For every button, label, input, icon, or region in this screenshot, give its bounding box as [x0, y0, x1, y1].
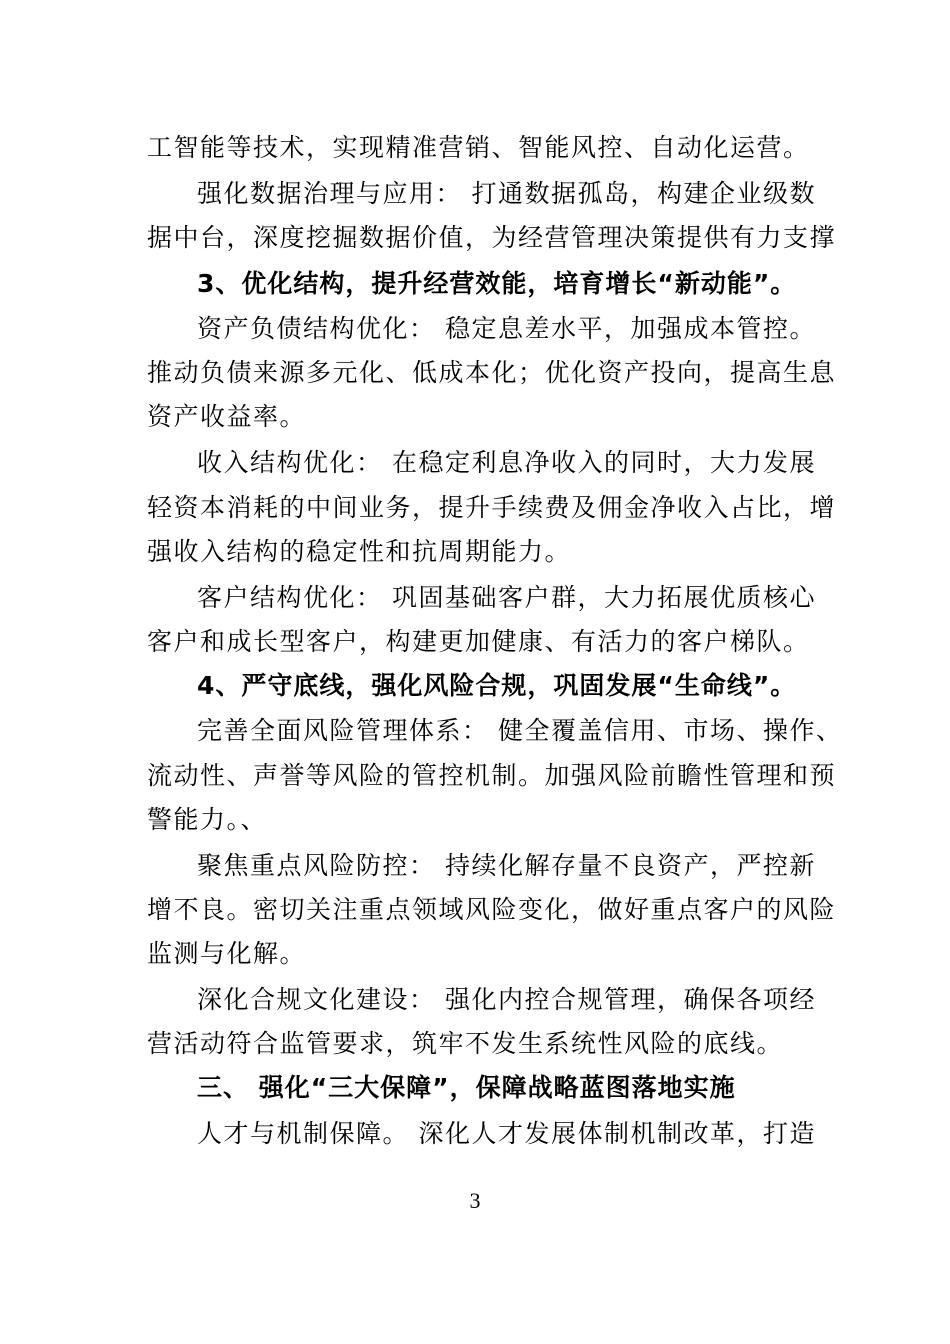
paragraph-line: 完善全面风险管理体系： 健全覆盖信用、市场、操作、 [197, 716, 843, 745]
paragraph-line: 强收入结构的稳定性和抗周期能力。 [147, 537, 572, 566]
paragraph-line: 客户结构优化： 巩固基础客户群，大力拓展优质核心 [197, 583, 816, 612]
section-heading: 三、 强化“三大保障”，保障战略蓝图落地实施 [197, 1073, 736, 1102]
paragraph-line: 强化数据治理与应用： 打通数据孤岛，构建企业级数 [197, 179, 816, 208]
paragraph-line: 据中台，深度挖掘数据价值，为经营管理决策提供有力支撑 [147, 223, 837, 252]
page-number: 3 [469, 1188, 481, 1213]
paragraph-line: 深化合规文化建设： 强化内控合规管理，确保各项经 [197, 985, 816, 1014]
paragraph-line: 营活动符合监管要求，筑牢不发生系统性风险的底线。 [147, 1029, 784, 1058]
paragraph-line: 聚焦重点风险防控： 持续化解存量不良资产，严控新 [197, 851, 816, 880]
paragraph-line: 资产收益率。 [147, 402, 307, 431]
paragraph-line: 增不良。密切关注重点领域风险变化，做好重点客户的风险 [147, 895, 837, 924]
paragraph-line: 人才与机制保障。 深化人才发展体制机制改革，打造 [197, 1119, 816, 1148]
paragraph-line: 收入结构优化： 在稳定利息净收入的同时，大力发展 [197, 448, 816, 477]
paragraph-line: 轻资本消耗的中间业务，提升手续费及佣金净收入占比，增 [147, 493, 837, 522]
paragraph-line: 流动性、声誉等风险的管控机制。加强风险前瞻性管理和预 [147, 761, 837, 790]
paragraph-line: 资产负债结构优化： 稳定息差水平，加强成本管控。 [197, 314, 816, 343]
paragraph-line: 监测与化解。 [147, 939, 307, 968]
section-heading: 3、优化结构，提升经营效能，培育增长“新动能”。 [197, 269, 797, 298]
paragraph-line: 客户和成长型客户，构建更加健康、有活力的客户梯队。 [147, 627, 810, 656]
paragraph-line: 警能力。、 [147, 805, 268, 834]
section-heading: 4、严守底线，强化风险合规，巩固发展“生命线”。 [197, 671, 797, 700]
paragraph-line: 推动负债来源多元化、低成本化；优化资产投向，提高生息 [147, 358, 837, 387]
paragraph-line: 工智能等技术，实现精准营销、智能风控、自动化运营。 [147, 133, 810, 162]
